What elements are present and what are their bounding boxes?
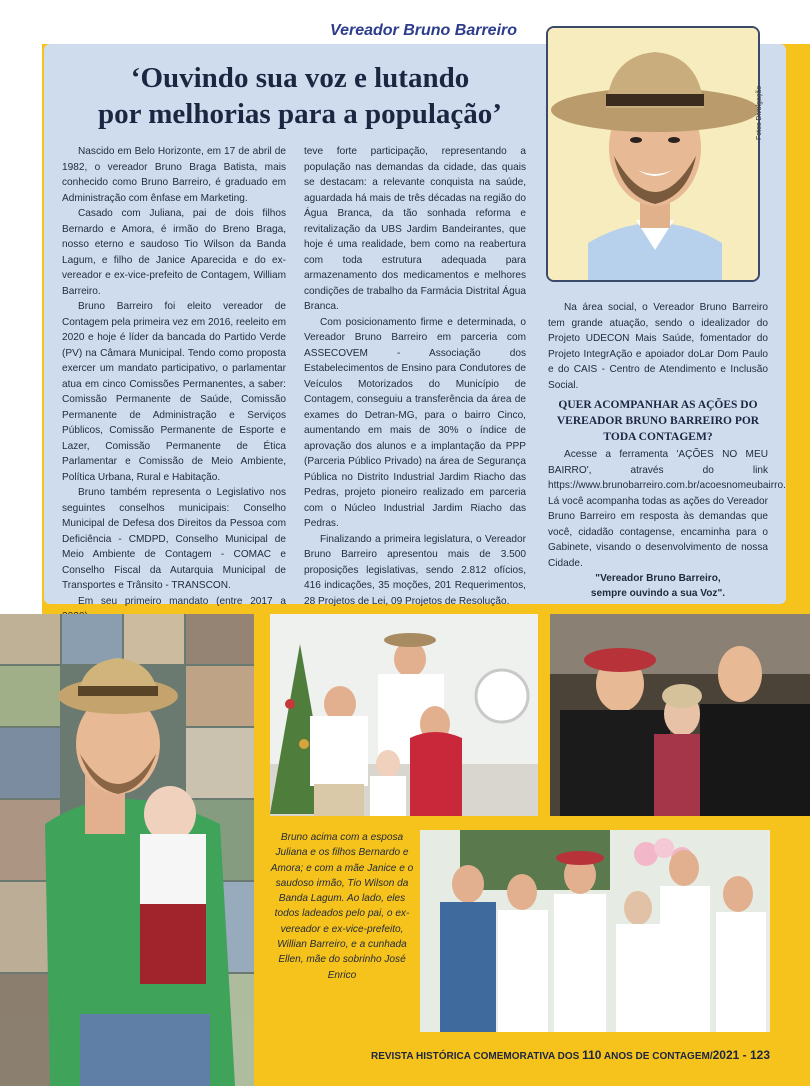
- paragraph: Casado com Juliana, pai de dois filhos Bernardo e Amora, é irmão do Breno Braga, nosso eterno e saudoso Tio Wilson da Banda Lagum, e filho de Janice Aparecida e do ex-vereador e ex-vice-prefeito de Contagem, William Barreiro.: [62, 208, 286, 297]
- footer-anniversary-number: 110: [582, 1048, 602, 1062]
- paragraph: Na área social, o Vereador Bruno Barreiro tem grande atuação, sendo o idealizador do Projeto UDECON Mais Saúde, fomentador do Projeto IntegrAção e apoiador doLar Dom Paulo e do CAIS - Centro de Atendimento e Inclusão Social.: [548, 302, 768, 391]
- section-title: Vereador Bruno Barreiro: [330, 22, 518, 39]
- paragraph: teve forte participação, representando a população nas demandas da cidade, das quais se destacam: a relevante conquista na saúde, aguardada há mais de três décadas na região do Água Branca, da tão sonhada reforma e revitalização da UBS Jardim Bandeirantes, que hoje é uma realidade, bem como na reabertura com toda estrutura adequada para armazenamento dos medicamentos e melhores condições de trabalho da Farmácia Distrital Água Branca.: [304, 146, 526, 312]
- page-footer: [310, 1048, 770, 1062]
- article-column-1: [62, 144, 286, 625]
- quote-line-2: sempre ouvindo a sua Voz".: [590, 588, 726, 599]
- family-photo: [270, 614, 538, 816]
- paragraph: Bruno também representa o Legislativo nos seguintes conselhos municipais: Conselho Municipal de Defesa dos Direitos da Pessoa com Deficiência - CMDPD, Conselho Municipal de Meio Ambiente de Contagem - COMAC e Conselho Fiscal da Autarquia Municipal de Transportes e Trânsito - TRANSCON.: [62, 487, 286, 591]
- footer-publication: REVISTA HISTÓRICA COMEMORATIVA DOS: [371, 1051, 583, 1062]
- photo-credit: Fotos Divulgação: [756, 85, 763, 140]
- headline-line-2: por melhorias para a população’: [98, 98, 502, 130]
- article-column-2: [304, 144, 526, 609]
- left-margin: [0, 44, 42, 614]
- article-column-3: [548, 300, 786, 601]
- group-family-photo: [420, 830, 770, 1032]
- cta-heading: QUER ACOMPANHAR AS AÇÕES DO VEREADOR BRUNO BARREIRO POR TODA CONTAGEM?: [556, 399, 760, 443]
- closing-quote: [548, 571, 768, 601]
- footer-publication-suffix: ANOS DE CONTAGEM/: [601, 1051, 713, 1062]
- paragraph: Bruno Barreiro foi eleito vereador de Contagem pela primeira vez em 2016, reeleito em 2020 e hoje é líder da bancada do Partido Verde (PV) na Câmara Municipal. Tendo como proposta exercer um mandato participativo, o parlamentar atua em cinco Comissões Permanentes, a saber: Comissão Permanente de Saúde, Comissão Permanente de Administração e Serviços Públicos, Comissão Permanente de Esporte e Lazer, Comissão Permanente de Ética Parlamentar e Comissão de Meio Ambiente, Política Urbana, Rural e Habitação.: [62, 301, 286, 483]
- photo-caption: Bruno acima com a esposa Juliana e os filhos Bernardo e Amora; e com a mãe Janice e o saudoso irmão, Tio Wilson da Banda Lagum. Ao lado, eles todos ladeados pelo pai, o ex-vereador e ex-vice-prefeito, Willian Barreiro, e a cunhada Ellen, mãe do sobrinho José Enrico: [270, 832, 414, 981]
- party-photo: [550, 614, 810, 816]
- portrait-photo: [546, 26, 760, 282]
- headline-line-1: ‘Ouvindo sua voz e lutando: [130, 62, 470, 94]
- quote-line-1: "Vereador Bruno Barreiro,: [595, 573, 721, 584]
- paragraph: Nascido em Belo Horizonte, em 17 de abril de 1982, o vereador Bruno Braga Batista, mais conhecido como Bruno Barreiro, é graduado em Administração com ênfase em Marketing.: [62, 146, 286, 204]
- paragraph: Com posicionamento firme e determinada, o Vereador Bruno Barreiro em parceria com ASSECOVEM - Associação dos Estabelecimentos de Ensino para Condutores de Veículos Motorizados do Município de Contagem, conseguiu a transferência da área de exames do Detran-MG, para o bairro Cinco, aumentando em mais de 30% o índice de aprovação dos alunos e a implantação da PPP (Parceria Público Privado) na área de Segurança Pública no Distrito Industrial Jardim Riacho das Pedras, projeto pioneiro realizado em parceria com o Núcleo Industrial Jardim Riacho das Pedras.: [304, 316, 526, 529]
- paragraph: Em seu primeiro mandato (entre 2017 a: [78, 595, 286, 607]
- footer-page-number: 2021 - 123: [712, 1048, 770, 1062]
- article-headline: [60, 60, 540, 132]
- paragraph: Finalizando a primeira legislatura, o Vereador Bruno Barreiro apresentou mais de 3.500 proposições legislativas, sendo 2.812 ofícios, 416 indicações, 35 moções, 201 Requerimentos, 28 Projetos de Lei, 09 Projetos de Resolução.: [304, 533, 526, 607]
- collage-photo: [0, 614, 254, 1086]
- paragraph: Acesse a ferramenta 'AÇÕES NO MEU BAIRRO', através do link https://www.brunobarreiro.com.br/acoesnomeubairro. Lá você acompanha todas as ações do Vereador Bruno Barreiro em resposta às demandas que você, cidadão contagense, encaminha para o Gabinete, visando o desenvolvimento de nossa Cidade.: [548, 449, 786, 569]
